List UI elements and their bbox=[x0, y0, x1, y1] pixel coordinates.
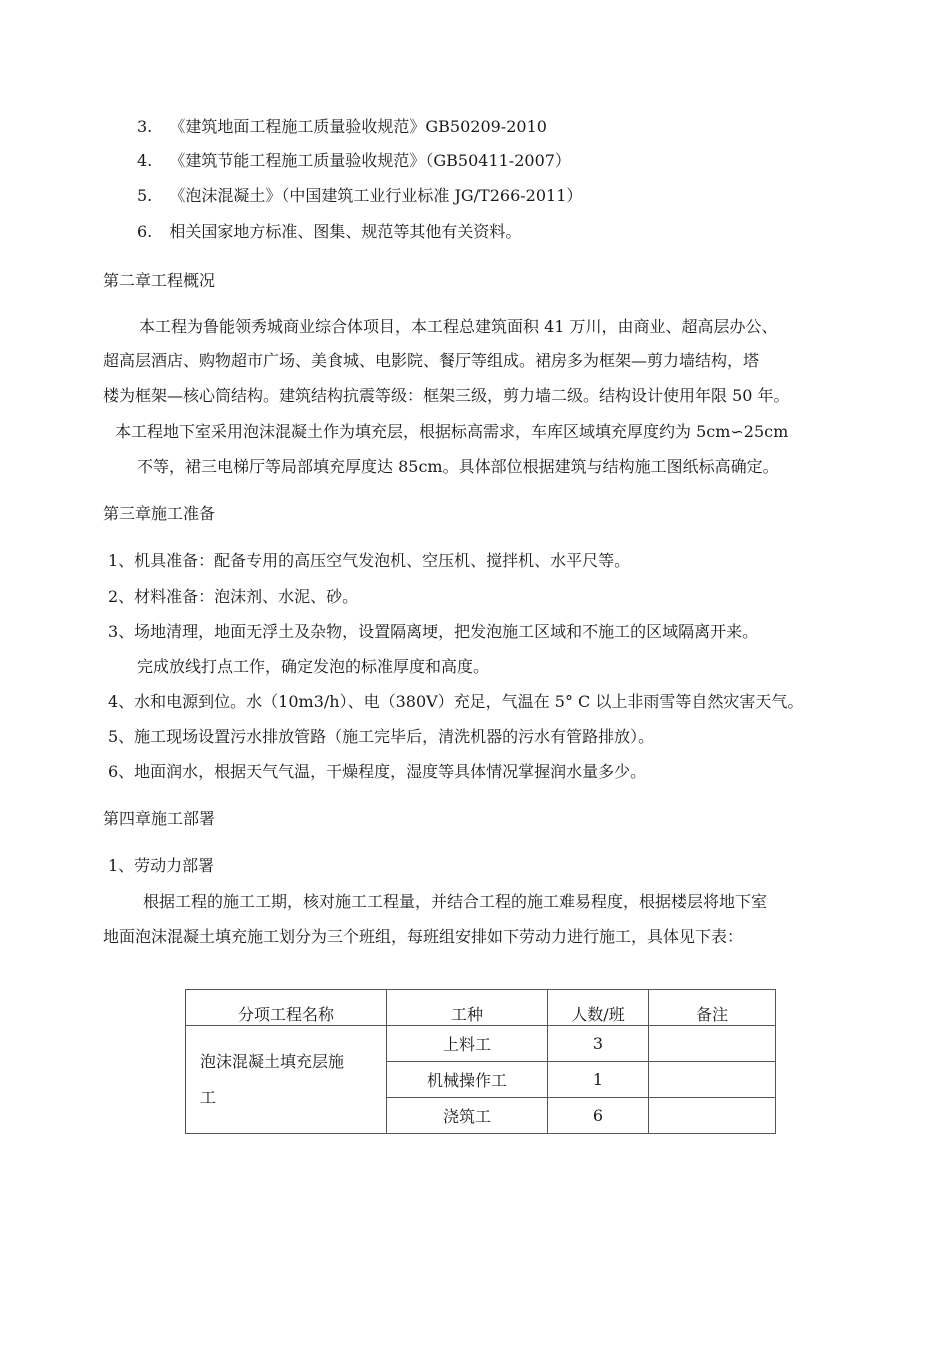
table-header-cell bbox=[186, 990, 387, 1026]
note-cell bbox=[649, 1098, 776, 1134]
count-cell bbox=[548, 1098, 649, 1134]
prep-item: 3、场地清理，地面无浮土及杂物，设置隔离埂，把发泡施工区域和不施工的区域隔离开来。 bbox=[108, 622, 759, 641]
prep-item: 5、施工现场设置污水排放管路（施工完毕后，清洗机器的污水有管路排放）。 bbox=[108, 727, 655, 746]
reference-text: 《建筑节能工程施工质量验收规范》（GB50411-2007） bbox=[169, 151, 571, 170]
chapter-2-paragraph-line: 超高层酒店、购物超市广场、美食城、电影院、餐厅等组成。裙房多为框架—剪力墙结构，塔 bbox=[103, 351, 760, 370]
note-cell bbox=[649, 1026, 776, 1062]
reference-number: 3. bbox=[137, 117, 153, 136]
chapter-3-title: 第三章施工准备 bbox=[103, 504, 216, 523]
chapter-2-paragraph-line: 本工程地下室采用泡沫混凝土作为填充层，根据标高需求，车库区域填充厚度约为 5cm∽25cm bbox=[115, 422, 789, 441]
prep-item: 4、水和电源到位。水（10m3/h）、电（380V）充足，气温在 5° C 以上非雨雪等自然灾害天气。 bbox=[108, 692, 804, 711]
chapter-4-paragraph-line: 地面泡沫混凝土填充施工划分为三个班组，每班组安排如下劳动力进行施工，具体见下表： bbox=[103, 927, 744, 946]
reference-text: 《泡沫混凝土》（中国建筑工业行业标准 JG/T266-2011） bbox=[169, 186, 583, 205]
project-name-cell bbox=[186, 1026, 387, 1134]
note-cell bbox=[649, 1062, 776, 1098]
chapter-2-paragraph-line: 本工程为鲁能领秀城商业综合体项目，本工程总建筑面积 41 万川，由商业、超高层办公、 bbox=[139, 317, 778, 336]
header-label: 分项工程名称 bbox=[237, 1005, 334, 1024]
reference-item bbox=[137, 222, 521, 242]
header-label: 备注 bbox=[695, 1005, 728, 1024]
chapter-2-paragraph-line: 楼为框架—核心筒结构。建筑结构抗震等级：框架三级，剪力墙二级。结构设计使用年限 50 年。 bbox=[103, 386, 790, 405]
count-value: 3 bbox=[592, 1034, 604, 1053]
count-value: 6 bbox=[592, 1106, 604, 1125]
prep-item-continuation: 完成放线打点工作，确定发泡的标准厚度和高度。 bbox=[137, 657, 490, 676]
count-cell bbox=[548, 1062, 649, 1098]
reference-number: 6. bbox=[137, 222, 153, 241]
trade-cell bbox=[387, 1026, 548, 1062]
project-name-line: 工 bbox=[200, 1087, 217, 1107]
table-header-cell bbox=[548, 990, 649, 1026]
prep-item: 2、材料准备：泡沫剂、水泥、砂。 bbox=[108, 587, 359, 606]
table-row bbox=[186, 1026, 776, 1062]
reference-number: 4. bbox=[137, 151, 153, 170]
header-label: 工种 bbox=[450, 1005, 483, 1024]
header-label: 人数/班 bbox=[571, 1005, 625, 1024]
trade-label: 上料工 bbox=[442, 1035, 491, 1054]
project-name-line: 泡沫混凝土填充层施 bbox=[200, 1051, 345, 1071]
prep-item: 6、地面润水，根据天气气温，干燥程度，湿度等具体情况掌握润水量多少。 bbox=[108, 762, 647, 781]
trade-label: 机械操作工 bbox=[426, 1071, 507, 1090]
reference-item bbox=[137, 186, 582, 206]
table-header-row bbox=[186, 990, 776, 1026]
labor-deployment-heading: 1、劳动力部署 bbox=[108, 856, 215, 875]
reference-text: 相关国家地方标准、图集、规范等其他有关资料。 bbox=[169, 222, 522, 241]
reference-text: 《建筑地面工程施工质量验收规范》GB50209-2010 bbox=[169, 117, 547, 136]
count-value: 1 bbox=[592, 1070, 604, 1089]
chapter-2-title: 第二章工程概况 bbox=[103, 271, 216, 290]
prep-item: 1、机具准备：配备专用的高压空气发泡机、空压机、搅拌机、水平尺等。 bbox=[108, 551, 631, 570]
table-header-cell bbox=[649, 990, 776, 1026]
table-header-cell bbox=[387, 990, 548, 1026]
labor-table bbox=[185, 989, 776, 1134]
trade-label: 浇筑工 bbox=[442, 1107, 491, 1126]
reference-item bbox=[137, 151, 571, 171]
trade-cell bbox=[387, 1098, 548, 1134]
chapter-2-paragraph-line: 不等，裙三电梯厅等局部填充厚度达 85cm。具体部位根据建筑与结构施工图纸标高确定。 bbox=[137, 457, 779, 476]
chapter-4-title: 第四章施工部署 bbox=[103, 809, 216, 828]
count-cell bbox=[548, 1026, 649, 1062]
trade-cell bbox=[387, 1062, 548, 1098]
reference-number: 5. bbox=[137, 186, 153, 205]
reference-item bbox=[137, 117, 547, 137]
chapter-4-paragraph-line: 根据工程的施工工期，核对施工工程量，并结合工程的施工难易程度，根据楼层将地下室 bbox=[143, 892, 768, 911]
